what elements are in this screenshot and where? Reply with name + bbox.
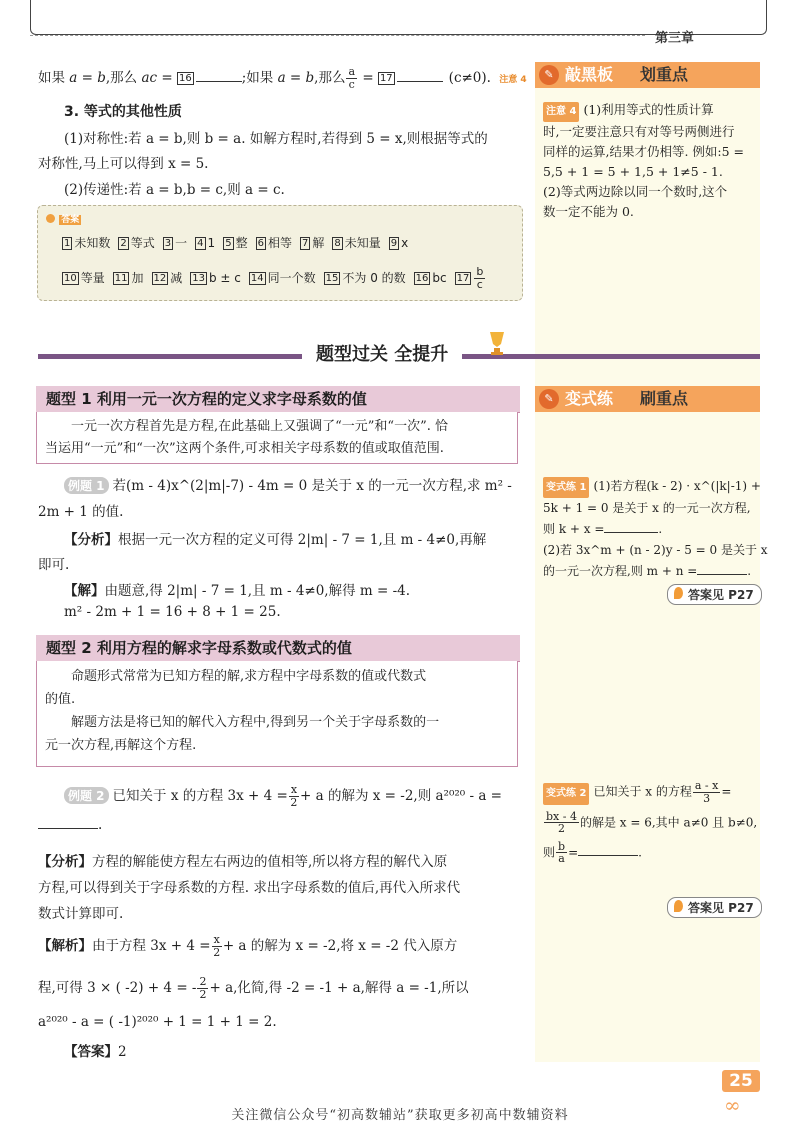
answer-number-box: 10: [64, 272, 77, 284]
symmetry-line-2: 对称性,马上可以得到 x = 5.: [38, 156, 209, 172]
side-heading-practice: ✎ 变式练 刷重点: [535, 386, 760, 412]
answer-number-box: 16: [415, 272, 429, 284]
fraction-a-minus-x-over-3: $\frac{a - x}{3}$: [694, 779, 719, 805]
example-2-solution-1: 【解析】由于方程 3x + 4 = $\frac{x}{2}$ + a 的解为 x = -2,将 x = -2 代入原方: [38, 933, 458, 959]
answer-number-box: 1: [64, 238, 71, 249]
practice-1-tag: 变式练 1: [543, 477, 589, 498]
question-type-2-body: 命题形式常常为已知方程的解,求方程中字母系数的值或代数式 的值. 解题方法是将已知的解代入方程中,得到另一个关于字母系数的一 元一次方程,再解这个方程.: [36, 661, 518, 767]
answer-text: 1: [207, 236, 216, 250]
answer-item: [190, 271, 241, 285]
side-heading-key-points: ✎ 敲黑板 划重点: [535, 62, 760, 88]
example-1-line-1: 例题 1 若(m - 4)x^(2|m|-7) - 4m = 0 是关于 x 的一元一次方程,求 m² -: [64, 474, 512, 494]
answer-item: [324, 269, 406, 286]
question-type-1-title: 题型 1 利用一元一次方程的定义求字母系数的值: [36, 386, 520, 413]
answer-text: 相等: [267, 236, 292, 250]
example-2-analysis-3: 数式计算即可.: [38, 906, 124, 922]
answer-number-box: 12: [153, 272, 167, 284]
answer-text: 未知量: [344, 236, 381, 250]
answer-number-box: 3: [164, 238, 172, 249]
transitivity-line: (2)传递性:若 a = b,b = c,则 a = c.: [64, 182, 285, 198]
example-2-analysis-1: 【分析】方程的解能使方程左右两边的值相等,所以将方程的解代入原: [38, 854, 448, 870]
pin-icon: [674, 587, 683, 599]
example-1-line-2: 2m + 1 的值.: [38, 504, 124, 520]
blank-number-16: 16: [179, 73, 192, 84]
example-2-label: 例题 2: [64, 787, 109, 804]
practice-1: 变式练 1 (1)若方程(k - 2) · x^(|k|-1) + 5k + 1 = 0 是关于 x 的一元一次方程, 则 k + x = . (2)若 3x^m + (n - 2)y - 5 = 0 是关于 x 的一元一次方程,则 m + n = .: [543, 479, 768, 578]
equality-rule-line: 如果 a = b,那么 ac = 16 ;如果 a = b,那么 $\frac{a}{c}$ = 17 (c≠0). 注意 4: [38, 65, 527, 91]
answer-item: [195, 236, 215, 250]
example-1-solution-1: 【解】由题意,得 2|m| - 7 = 1,且 m - 4≠0,解得 m = -4.: [64, 583, 411, 599]
note-4-tag: 注意 4: [543, 102, 579, 122]
answer-text: 加: [131, 270, 144, 285]
answer-text: 不为 0 的数: [342, 270, 406, 285]
answer-text: 等量: [80, 270, 105, 285]
example-1-analysis-1: 【分析】根据一元一次方程的定义可得 2|m| - 7 = 1,且 m - 4≠0,再解: [64, 532, 487, 548]
answer-item: [414, 271, 447, 285]
answer-reference-2[interactable]: 答案见 P27: [667, 897, 762, 918]
example-2-analysis-2: 方程,可以得到关于字母系数的方程. 求出字母系数的值后,再代入所求代: [38, 880, 461, 896]
answer-number-box: 2: [120, 238, 127, 249]
answer-row-1: [62, 234, 416, 251]
practice-2: 变式练 2 已知关于 x 的方程 $\frac{a - x}{3}$ = $\frac{bx - 4}{2}$ 的解是 x = 6,其中 a≠0 且 b≠0, 则 $\frac{b}{a}$ = .: [543, 779, 758, 866]
answer-item: [300, 234, 324, 251]
example-2-line-1: 例题 2 已知关于 x 的方程 3x + 4 = $\frac{x}{2}$ + a 的解为 x = -2,则 a²⁰²⁰ - a =: [64, 784, 502, 809]
fraction-b-over-c: $\frac{b}{c}$: [476, 265, 484, 291]
practice-2-tag: 变式练 2: [543, 783, 589, 805]
example-1-label: 例题 1: [64, 477, 109, 494]
fraction-x-over-2-solution: $\frac{x}{2}$: [213, 933, 221, 959]
banner-title: 题型过关 全提升: [302, 340, 462, 366]
answer-text: 一: [175, 236, 188, 250]
answer-row-2: [62, 266, 494, 290]
example-2-answer: 【答案】2: [64, 1044, 127, 1060]
example-1-solution-2: m² - 2m + 1 = 16 + 8 + 1 = 25.: [64, 604, 281, 620]
header-rule: [30, 35, 645, 36]
answer-text: 同一个数: [267, 270, 316, 285]
question-type-2-title: 题型 2 利用方程的解求字母系数或代数式的值: [36, 635, 520, 662]
fraction-x-over-2: $\frac{x}{2}$: [290, 783, 298, 809]
key-icon: [46, 214, 55, 223]
practice-1-blank-1: [604, 532, 658, 533]
answer-number-box: 8: [334, 238, 341, 249]
answer-number-box: 7: [301, 238, 309, 249]
answer-text: bc: [432, 270, 447, 285]
answer-label: 答案: [46, 210, 81, 226]
answer-item: [113, 269, 144, 286]
footer-promo-text: 关注微信公众号“初高数辅站”获取更多初高中数辅资料: [231, 1108, 569, 1123]
trophy-icon: [486, 330, 508, 356]
answer-box: [37, 205, 523, 301]
example-2-answer-blank-line: .: [38, 817, 102, 833]
fraction-bx-minus-4-over-2: $\frac{bx - 4}{2}$: [546, 809, 577, 836]
answer-text: x: [401, 236, 409, 250]
example-2-solution-2: 程,可得 3 × ( -2) + 4 = - $\frac{2}{2}$ + a,化简,得 -2 = -1 + a,解得 a = -1,所以: [38, 975, 469, 1001]
answer-blank-17: [397, 81, 443, 82]
fraction-2-over-2: $\frac{2}{2}$: [199, 975, 207, 1001]
symmetry-line-1: (1)对称性:若 a = b,则 b = a. 如解方程时,若得到 5 = x,则根据等式的: [64, 131, 488, 147]
blank-number-17: 17: [379, 73, 393, 84]
infinity-icon: ∞: [724, 1093, 741, 1117]
answer-text: 等式: [130, 236, 155, 250]
page-number: 25: [722, 1070, 760, 1092]
answer-blank-16: [196, 81, 242, 82]
answer-number-box: 4: [197, 238, 204, 249]
answer-text: b ± c: [208, 270, 241, 285]
answer-item: [332, 234, 380, 251]
question-type-1-body: 一元一次方程首先是方程,在此基础上又强调了“一元”和“一次”. 恰 当运用“一元”和“一次”这两个条件,可求相关字母系数的值或取值范围.: [36, 412, 518, 464]
answer-number-box: 15: [325, 272, 339, 284]
answer-item: [62, 269, 105, 286]
answer-item: [163, 234, 187, 251]
answer-item: [62, 234, 110, 251]
section-3-title: 3. 等式的其他性质: [64, 104, 182, 120]
practice-2-blank: [578, 855, 638, 856]
answer-item: [249, 269, 316, 286]
answer-number-box: 13: [192, 272, 205, 284]
answer-number-box: 6: [257, 238, 264, 249]
side-note-4: 注意 4 (1)利用等式的性质计算 时,一定要注意只有对等号两侧进行 同样的运算,结果才仍相等. 例如:5 = 5,5 + 1 = 5 + 1,5 + 1≠5 - 1. (2)等式两边除以同一个数时,这个 数一定不能为 0.: [543, 102, 745, 219]
answer-number-box: 17: [456, 272, 470, 284]
answer-text: 未知数: [74, 236, 111, 250]
answer-item: [256, 234, 292, 251]
answer-item-17: [455, 266, 487, 290]
answer-item: [152, 269, 183, 286]
answer-text: 解: [312, 236, 325, 250]
answer-number-box: 14: [250, 272, 264, 284]
answer-number-box: 11: [114, 272, 128, 284]
example-1-analysis-2: 即可.: [38, 557, 70, 573]
answer-reference-1[interactable]: 答案见 P27: [667, 584, 762, 605]
answer-item: [118, 234, 154, 251]
note-reference: 注意 4: [499, 75, 527, 85]
example-2-answer-blank: [38, 828, 98, 829]
answer-text: 整: [235, 236, 248, 250]
fraction-b-over-a: $\frac{b}{a}$: [558, 839, 566, 866]
pin-icon: [674, 900, 683, 912]
answer-item: [389, 236, 408, 250]
practice-1-blank-2: [697, 574, 747, 575]
answer-item: [223, 234, 247, 251]
answer-text: 减: [170, 270, 183, 285]
chapter-label: 第三章: [655, 31, 695, 46]
answer-number-box: 9: [390, 238, 398, 249]
hammer-icon: ✎: [539, 65, 559, 85]
pencil-icon: ✎: [539, 389, 559, 409]
answer-number-box: 5: [225, 238, 232, 249]
example-2-solution-3: a²⁰²⁰ - a = ( -1)²⁰²⁰ + 1 = 1 + 1 = 2.: [38, 1014, 277, 1030]
fraction-a-over-c: $\frac{a}{c}$: [348, 65, 356, 91]
